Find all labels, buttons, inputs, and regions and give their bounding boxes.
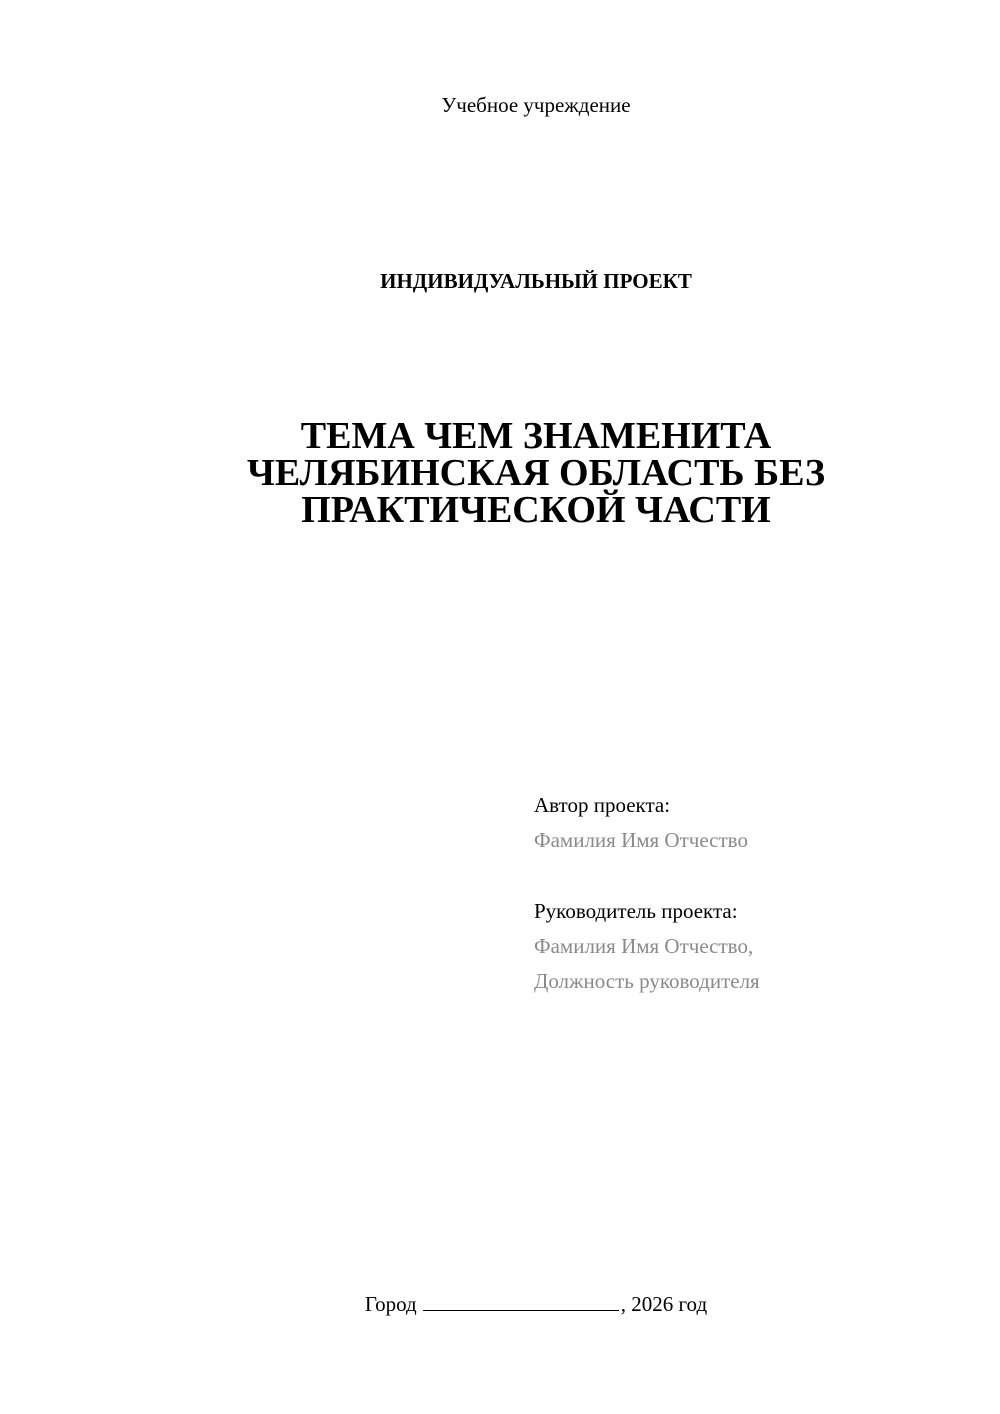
author-label: Автор проекта: xyxy=(534,793,671,817)
footer-city-year xyxy=(0,1290,1000,1318)
project-title-line-2: ЧЕЛЯБИНСКАЯ ОБЛАСТЬ БЕЗ xyxy=(246,452,826,494)
city-blank-line xyxy=(423,1290,619,1311)
city-label: Город xyxy=(364,1292,417,1316)
project-title-line-1: ТЕМА ЧЕМ ЗНАМЕНИТА xyxy=(300,415,772,457)
supervisor-label: Руководитель проекта: xyxy=(534,899,738,923)
document-type: ИНДИВИДУАЛЬНЫЙ ПРОЕКТ xyxy=(380,269,692,293)
info-spacer xyxy=(534,858,974,894)
project-info-block xyxy=(534,788,974,999)
supervisor-position: Должность руководителя xyxy=(534,969,760,993)
institution-name: Учебное учреждение xyxy=(441,93,631,117)
project-title-line-3: ПРАКТИЧЕСКОЙ ЧАСТИ xyxy=(301,489,771,531)
year-text: , 2026 год xyxy=(620,1292,708,1316)
project-title xyxy=(0,415,1000,531)
author-name: Фамилия Имя Отчество xyxy=(534,828,748,852)
supervisor-name: Фамилия Имя Отчество, xyxy=(534,934,754,958)
